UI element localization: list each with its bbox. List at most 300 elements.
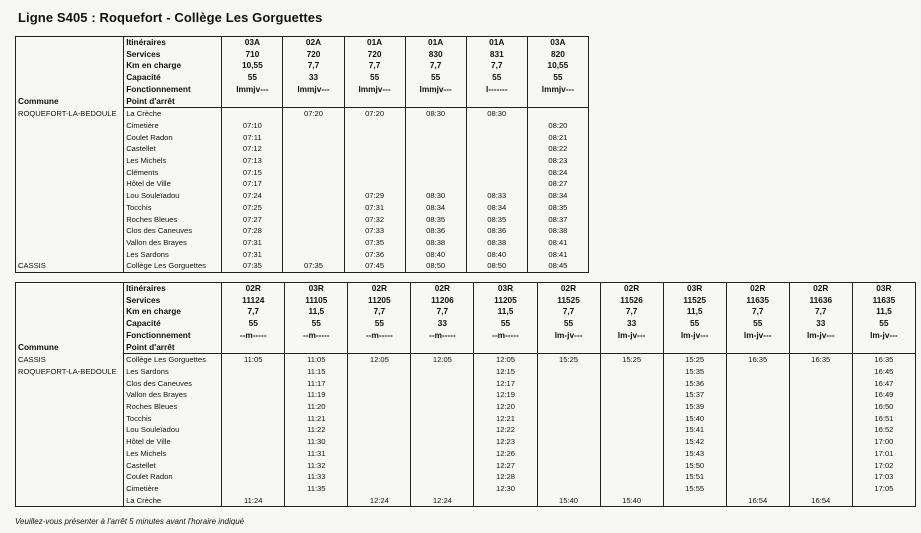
departure-time bbox=[789, 460, 852, 472]
stop-row bbox=[16, 471, 916, 483]
departure-time: 08:34 bbox=[405, 202, 466, 214]
header-cell: 10,55 bbox=[222, 60, 283, 72]
departure-time bbox=[411, 389, 474, 401]
departure-time bbox=[466, 143, 527, 155]
departure-time: 16:49 bbox=[852, 389, 915, 401]
departure-time: 07:15 bbox=[222, 167, 283, 179]
commune-cell: CASSIS bbox=[16, 354, 124, 366]
departure-time bbox=[789, 424, 852, 436]
stop-row bbox=[16, 202, 589, 214]
header-cell: 55 bbox=[405, 72, 466, 84]
departure-time: 15:55 bbox=[663, 483, 726, 495]
header-cell: lmmjv--- bbox=[283, 84, 344, 96]
header-cell: 720 bbox=[283, 49, 344, 61]
departure-time: 11:17 bbox=[285, 378, 348, 390]
departure-time: 07:20 bbox=[344, 108, 405, 120]
departure-time bbox=[537, 448, 600, 460]
header-row-services bbox=[16, 295, 916, 307]
header-cell: 33 bbox=[789, 318, 852, 330]
departure-time: 17:02 bbox=[852, 460, 915, 472]
header-cell: 03R bbox=[852, 283, 915, 295]
stop-name: Lou Souleïadou bbox=[124, 424, 222, 436]
header-cell bbox=[726, 342, 789, 354]
departure-time bbox=[600, 401, 663, 413]
stop-name: Lou Souleïadou bbox=[124, 190, 222, 202]
departure-time bbox=[405, 155, 466, 167]
departure-time bbox=[789, 483, 852, 495]
departure-time: 15:25 bbox=[663, 354, 726, 366]
departure-time: 15:40 bbox=[663, 413, 726, 425]
departure-time bbox=[405, 143, 466, 155]
departure-time bbox=[466, 167, 527, 179]
departure-time: 12:28 bbox=[474, 471, 537, 483]
header-cell: 11635 bbox=[726, 295, 789, 307]
stop-row bbox=[16, 178, 589, 190]
departure-time: 15:40 bbox=[600, 495, 663, 507]
departure-time: 16:52 bbox=[852, 424, 915, 436]
header-cell: 11525 bbox=[663, 295, 726, 307]
header-cell: 11,5 bbox=[474, 306, 537, 318]
departure-time: 15:39 bbox=[663, 401, 726, 413]
commune-cell bbox=[16, 483, 124, 495]
departure-time bbox=[537, 366, 600, 378]
timetable-aller bbox=[15, 36, 589, 273]
departure-time: 12:24 bbox=[411, 495, 474, 507]
footnote: Veuillez-vous présenter à l'arrêt 5 minutes avant l'horaire indiqué bbox=[15, 517, 245, 526]
departure-time bbox=[600, 389, 663, 401]
departure-time bbox=[405, 120, 466, 132]
header-cell: 11,5 bbox=[285, 306, 348, 318]
header-cell: 55 bbox=[537, 318, 600, 330]
departure-time bbox=[344, 167, 405, 179]
commune-cell bbox=[16, 178, 124, 190]
stop-name: Clos des Caneuves bbox=[124, 225, 222, 237]
header-label: Services bbox=[124, 295, 222, 307]
departure-time: 08:41 bbox=[527, 237, 588, 249]
departure-time: 08:36 bbox=[466, 225, 527, 237]
header-cell: 11,5 bbox=[852, 306, 915, 318]
departure-time bbox=[411, 436, 474, 448]
departure-time: 11:35 bbox=[285, 483, 348, 495]
header-cell bbox=[537, 342, 600, 354]
departure-time: 16:45 bbox=[852, 366, 915, 378]
departure-time bbox=[344, 132, 405, 144]
departure-time: 07:35 bbox=[222, 260, 283, 272]
departure-time bbox=[726, 401, 789, 413]
stop-row bbox=[16, 483, 916, 495]
header-label: Itinéraires bbox=[124, 283, 222, 295]
stop-row bbox=[16, 120, 589, 132]
departure-time: 08:35 bbox=[527, 202, 588, 214]
header-cell: 33 bbox=[411, 318, 474, 330]
stop-row bbox=[16, 143, 589, 155]
departure-time bbox=[726, 483, 789, 495]
header-cell: 7,7 bbox=[466, 60, 527, 72]
departure-time: 12:05 bbox=[411, 354, 474, 366]
stop-row bbox=[16, 225, 589, 237]
departure-time: 16:50 bbox=[852, 401, 915, 413]
commune-header: Commune bbox=[16, 37, 124, 108]
departure-time bbox=[222, 401, 285, 413]
header-cell: 02R bbox=[726, 283, 789, 295]
stop-row bbox=[16, 155, 589, 167]
header-cell: 11124 bbox=[222, 295, 285, 307]
departure-time: 08:30 bbox=[405, 108, 466, 120]
departure-time bbox=[348, 389, 411, 401]
departure-time bbox=[283, 167, 344, 179]
departure-time bbox=[537, 424, 600, 436]
departure-time: 12:30 bbox=[474, 483, 537, 495]
departure-time bbox=[600, 436, 663, 448]
header-cell: 02R bbox=[537, 283, 600, 295]
commune-cell bbox=[16, 401, 124, 413]
departure-time: 15:42 bbox=[663, 436, 726, 448]
departure-time: 15:43 bbox=[663, 448, 726, 460]
departure-time: 12:20 bbox=[474, 401, 537, 413]
departure-time bbox=[222, 483, 285, 495]
header-cell: lm-jv--- bbox=[600, 330, 663, 342]
departure-time bbox=[348, 448, 411, 460]
departure-time bbox=[411, 378, 474, 390]
header-cell: 02R bbox=[348, 283, 411, 295]
departure-time bbox=[411, 424, 474, 436]
stop-name: Roches Bleues bbox=[124, 214, 222, 226]
header-cell bbox=[852, 342, 915, 354]
departure-time: 12:21 bbox=[474, 413, 537, 425]
header-row-point_arret bbox=[16, 342, 916, 354]
departure-time bbox=[222, 413, 285, 425]
commune-cell bbox=[16, 132, 124, 144]
header-cell: 11206 bbox=[411, 295, 474, 307]
departure-time: 16:47 bbox=[852, 378, 915, 390]
stop-name: Cimetière bbox=[124, 120, 222, 132]
header-cell: 03A bbox=[527, 37, 588, 49]
commune-cell: CASSIS bbox=[16, 260, 124, 272]
departure-time: 08:41 bbox=[527, 249, 588, 261]
departure-time: 11:33 bbox=[285, 471, 348, 483]
header-cell: 33 bbox=[600, 318, 663, 330]
departure-time bbox=[789, 436, 852, 448]
departure-time: 07:35 bbox=[283, 260, 344, 272]
header-label: Km en charge bbox=[124, 60, 222, 72]
stop-row bbox=[16, 424, 916, 436]
stop-name: Castellet bbox=[124, 143, 222, 155]
departure-time bbox=[348, 424, 411, 436]
departure-time bbox=[344, 178, 405, 190]
departure-time: 12:15 bbox=[474, 366, 537, 378]
stop-name: Roches Bleues bbox=[124, 401, 222, 413]
departure-time: 08:30 bbox=[405, 190, 466, 202]
header-cell: --m----- bbox=[411, 330, 474, 342]
departure-time bbox=[285, 495, 348, 507]
header-label: Services bbox=[124, 49, 222, 61]
stop-name: Vallon des Brayes bbox=[124, 389, 222, 401]
departure-time bbox=[222, 108, 283, 120]
header-label: Capacité bbox=[124, 72, 222, 84]
departure-time: 15:50 bbox=[663, 460, 726, 472]
departure-time bbox=[537, 471, 600, 483]
departure-time: 11:05 bbox=[222, 354, 285, 366]
departure-time: 08:38 bbox=[405, 237, 466, 249]
departure-time: 11:05 bbox=[285, 354, 348, 366]
header-cell bbox=[344, 96, 405, 108]
stop-row bbox=[16, 436, 916, 448]
header-cell: 55 bbox=[466, 72, 527, 84]
header-cell: l------- bbox=[466, 84, 527, 96]
departure-time: 08:27 bbox=[527, 178, 588, 190]
stop-row bbox=[16, 167, 589, 179]
departure-time: 15:25 bbox=[600, 354, 663, 366]
stop-row bbox=[16, 366, 916, 378]
header-cell: lmmjv--- bbox=[527, 84, 588, 96]
departure-time bbox=[344, 120, 405, 132]
departure-time: 16:51 bbox=[852, 413, 915, 425]
header-cell: lm-jv--- bbox=[852, 330, 915, 342]
departure-time bbox=[726, 424, 789, 436]
departure-time bbox=[600, 448, 663, 460]
header-cell: 02R bbox=[222, 283, 285, 295]
departure-time: 12:22 bbox=[474, 424, 537, 436]
commune-cell bbox=[16, 495, 124, 507]
departure-time: 11:24 bbox=[222, 495, 285, 507]
stop-row bbox=[16, 132, 589, 144]
commune-cell bbox=[16, 389, 124, 401]
stop-name: Les Sardons bbox=[124, 249, 222, 261]
stop-name: Collège Les Gorguettes bbox=[124, 260, 222, 272]
header-cell: 55 bbox=[852, 318, 915, 330]
stop-name: Tocchis bbox=[124, 202, 222, 214]
departure-time: 15:35 bbox=[663, 366, 726, 378]
departure-time: 08:40 bbox=[466, 249, 527, 261]
departure-time bbox=[222, 471, 285, 483]
departure-time bbox=[789, 366, 852, 378]
departure-time bbox=[222, 460, 285, 472]
departure-time: 17:03 bbox=[852, 471, 915, 483]
departure-time bbox=[789, 471, 852, 483]
header-cell bbox=[789, 342, 852, 354]
header-label: Fonctionnement bbox=[124, 84, 222, 96]
commune-cell bbox=[16, 120, 124, 132]
departure-time: 12:27 bbox=[474, 460, 537, 472]
commune-cell bbox=[16, 448, 124, 460]
stop-name: La Crèche bbox=[124, 108, 222, 120]
departure-time bbox=[405, 167, 466, 179]
header-cell: lm-jv--- bbox=[537, 330, 600, 342]
stop-row bbox=[16, 260, 589, 272]
departure-time: 08:35 bbox=[405, 214, 466, 226]
departure-time: 07:29 bbox=[344, 190, 405, 202]
departure-time bbox=[283, 202, 344, 214]
departure-time: 08:21 bbox=[527, 132, 588, 144]
departure-time bbox=[726, 460, 789, 472]
commune-cell bbox=[16, 214, 124, 226]
departure-time: 07:31 bbox=[222, 237, 283, 249]
commune-cell bbox=[16, 249, 124, 261]
departure-time bbox=[411, 413, 474, 425]
stop-row bbox=[16, 401, 916, 413]
header-cell: 820 bbox=[527, 49, 588, 61]
commune-cell bbox=[16, 225, 124, 237]
departure-time bbox=[283, 120, 344, 132]
stop-name: Castellet bbox=[124, 460, 222, 472]
commune-cell bbox=[16, 190, 124, 202]
departure-time: 08:35 bbox=[466, 214, 527, 226]
departure-time: 16:35 bbox=[852, 354, 915, 366]
departure-time: 07:20 bbox=[283, 108, 344, 120]
departure-time: 12:26 bbox=[474, 448, 537, 460]
departure-time bbox=[789, 401, 852, 413]
header-cell: 55 bbox=[726, 318, 789, 330]
departure-time: 17:00 bbox=[852, 436, 915, 448]
commune-cell bbox=[16, 378, 124, 390]
header-cell: lm-jv--- bbox=[726, 330, 789, 342]
departure-time bbox=[348, 401, 411, 413]
departure-time: 12:23 bbox=[474, 436, 537, 448]
header-cell: 55 bbox=[344, 72, 405, 84]
header-cell: lmmjv--- bbox=[405, 84, 466, 96]
stop-name: Hôtel de Ville bbox=[124, 178, 222, 190]
departure-time bbox=[527, 108, 588, 120]
header-cell: 55 bbox=[222, 72, 283, 84]
departure-time: 08:37 bbox=[527, 214, 588, 226]
stop-row bbox=[16, 190, 589, 202]
stop-row bbox=[16, 249, 589, 261]
departure-time: 07:31 bbox=[344, 202, 405, 214]
departure-time bbox=[283, 143, 344, 155]
departure-time: 08:30 bbox=[466, 108, 527, 120]
stop-name: Coulet Radon bbox=[124, 132, 222, 144]
departure-time: 12:17 bbox=[474, 378, 537, 390]
header-row-km bbox=[16, 306, 916, 318]
stop-row bbox=[16, 413, 916, 425]
stop-row bbox=[16, 495, 916, 507]
departure-time: 17:01 bbox=[852, 448, 915, 460]
header-cell bbox=[348, 342, 411, 354]
stop-name: Collège Les Gorguettes bbox=[124, 354, 222, 366]
header-cell: 01A bbox=[405, 37, 466, 49]
header-cell bbox=[527, 96, 588, 108]
commune-cell bbox=[16, 413, 124, 425]
departure-time bbox=[726, 413, 789, 425]
departure-time: 16:54 bbox=[789, 495, 852, 507]
departure-time: 07:27 bbox=[222, 214, 283, 226]
departure-time: 08:34 bbox=[527, 190, 588, 202]
stop-row bbox=[16, 378, 916, 390]
departure-time: 08:23 bbox=[527, 155, 588, 167]
header-cell: 02R bbox=[600, 283, 663, 295]
commune-cell bbox=[16, 155, 124, 167]
header-cell bbox=[474, 342, 537, 354]
stop-name: Les Michels bbox=[124, 448, 222, 460]
departure-time bbox=[348, 378, 411, 390]
departure-time: 16:35 bbox=[789, 354, 852, 366]
departure-time: 07:33 bbox=[344, 225, 405, 237]
departure-time bbox=[283, 178, 344, 190]
stop-row bbox=[16, 108, 589, 120]
header-cell bbox=[283, 96, 344, 108]
departure-time: 12:05 bbox=[348, 354, 411, 366]
departure-time bbox=[789, 378, 852, 390]
header-cell: 7,7 bbox=[537, 306, 600, 318]
stop-row bbox=[16, 354, 916, 366]
departure-time bbox=[405, 132, 466, 144]
commune-cell bbox=[16, 143, 124, 155]
header-cell: 01A bbox=[466, 37, 527, 49]
departure-time bbox=[466, 178, 527, 190]
departure-time: 15:25 bbox=[537, 354, 600, 366]
departure-time: 08:50 bbox=[466, 260, 527, 272]
departure-time: 07:11 bbox=[222, 132, 283, 144]
stop-name: Coulet Radon bbox=[124, 471, 222, 483]
departure-time bbox=[222, 378, 285, 390]
departure-time bbox=[600, 424, 663, 436]
header-cell: --m----- bbox=[285, 330, 348, 342]
departure-time: 08:50 bbox=[405, 260, 466, 272]
departure-time bbox=[348, 483, 411, 495]
departure-time: 08:34 bbox=[466, 202, 527, 214]
stop-name: Vallon des Brayes bbox=[124, 237, 222, 249]
header-row-capacite bbox=[16, 318, 916, 330]
header-cell: 7,7 bbox=[405, 60, 466, 72]
departure-time bbox=[537, 378, 600, 390]
commune-cell bbox=[16, 167, 124, 179]
header-cell bbox=[405, 96, 466, 108]
header-cell: 7,7 bbox=[726, 306, 789, 318]
departure-time bbox=[348, 460, 411, 472]
header-label: Km en charge bbox=[124, 306, 222, 318]
commune-cell: ROQUEFORT-LA-BEDOULE bbox=[16, 108, 124, 120]
departure-time bbox=[348, 436, 411, 448]
header-cell: 11525 bbox=[537, 295, 600, 307]
departure-time: 07:10 bbox=[222, 120, 283, 132]
departure-time bbox=[726, 448, 789, 460]
header-cell: 02A bbox=[283, 37, 344, 49]
departure-time bbox=[537, 389, 600, 401]
commune-cell bbox=[16, 436, 124, 448]
departure-time bbox=[600, 460, 663, 472]
departure-time bbox=[348, 471, 411, 483]
departure-time bbox=[726, 471, 789, 483]
departure-time bbox=[222, 389, 285, 401]
header-cell: lmmjv--- bbox=[222, 84, 283, 96]
header-cell: 7,7 bbox=[600, 306, 663, 318]
departure-time: 08:38 bbox=[527, 225, 588, 237]
departure-time: 08:20 bbox=[527, 120, 588, 132]
timetable-retour bbox=[15, 282, 916, 507]
departure-time bbox=[222, 424, 285, 436]
departure-time bbox=[344, 143, 405, 155]
departure-time bbox=[726, 436, 789, 448]
departure-time: 08:36 bbox=[405, 225, 466, 237]
stop-name: Hôtel de Ville bbox=[124, 436, 222, 448]
departure-time: 15:36 bbox=[663, 378, 726, 390]
departure-time bbox=[405, 178, 466, 190]
stop-row bbox=[16, 389, 916, 401]
header-cell: 55 bbox=[474, 318, 537, 330]
header-row-itineraires bbox=[16, 37, 589, 49]
departure-time bbox=[283, 190, 344, 202]
header-cell: 55 bbox=[285, 318, 348, 330]
departure-time: 12:19 bbox=[474, 389, 537, 401]
departure-time: 08:40 bbox=[405, 249, 466, 261]
departure-time bbox=[283, 225, 344, 237]
departure-time: 08:24 bbox=[527, 167, 588, 179]
departure-time bbox=[537, 436, 600, 448]
header-cell: 830 bbox=[405, 49, 466, 61]
departure-time: 08:45 bbox=[527, 260, 588, 272]
departure-time bbox=[222, 436, 285, 448]
departure-time bbox=[411, 401, 474, 413]
